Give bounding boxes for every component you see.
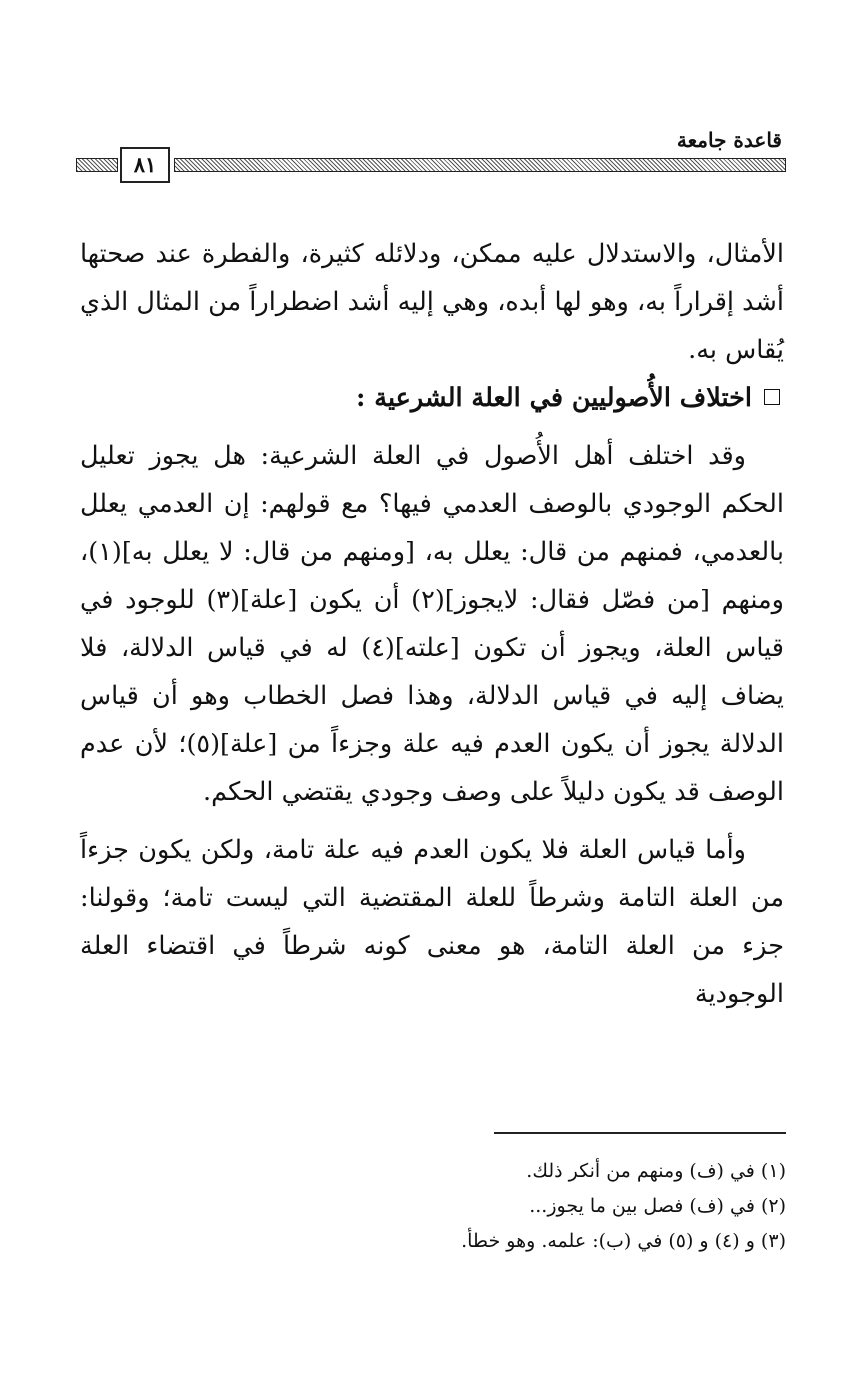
section-heading: [80, 374, 784, 422]
header-rule-right: [174, 158, 786, 172]
spacer: [80, 816, 784, 826]
footnote-1: (١) في (ف) ومنهم من أنكر ذلك.: [526, 1160, 786, 1182]
footnote-2: (٢) في (ف) فصل بين ما يجوز...: [529, 1195, 786, 1217]
footnote-3: (٣) و (٤) و (٥) في (ب): علمه. وهو خطأ.: [461, 1230, 786, 1252]
paragraph-1: الأمثال، والاستدلال عليه ممكن، ودلائله كثيرة، والفطرة عند صحتها أشد إقراراً به، وهو لها أبده، وهي إليه أشد اضطراراً من المثال الذي يُقاس به.: [80, 239, 784, 365]
footnote-separator: [494, 1132, 786, 1134]
square-bullet-icon: [764, 389, 780, 405]
footnotes: [86, 1154, 786, 1259]
spacer: [80, 422, 784, 432]
paragraph-3: وأما قياس العلة فلا يكون العدم فيه علة تامة، ولكن يكون جزءاً من العلة التامة وشرطاً للعلة المقتضية التي ليست تامة؛ وقولنا: جزء من العلة التامة، هو معنى كونه شرطاً في اقتضاء العلة الوجودية: [80, 835, 784, 1009]
section-heading-text: اختلاف الأُصوليين في العلة الشرعية :: [356, 383, 752, 413]
paragraph-2: وقد اختلف أهل الأُصول في العلة الشرعية: هل يجوز تعليل الحكم الوجودي بالوصف العدمي فيها؟ مع قولهم: إن العدمي يعلل بالعدمي، فمنهم من قال: يعلل به، [ومنهم من قال: لا يعلل به](١)، ومنهم [من فصّل فقال: لايجوز](٢) أن يكون [علة](٣) للوجود في قياس العلة، ويجوز أن تكون [علته](٤) له في قياس الدلالة، فلا يضاف إليه في قياس الدلالة، وهذا فصل الخطاب وهو أن قياس الدلالة يجوز أن يكون العدم فيه علة وجزءاً من [علة](٥)؛ لأن عدم الوصف قد يكون دليلاً على وصف وجودي يقتضي الحكم.: [80, 441, 784, 807]
main-text: [80, 230, 784, 1018]
page-number: ٨١: [120, 147, 170, 183]
header-rule-left: [76, 158, 118, 172]
running-title: قاعدة جامعة: [676, 128, 782, 152]
